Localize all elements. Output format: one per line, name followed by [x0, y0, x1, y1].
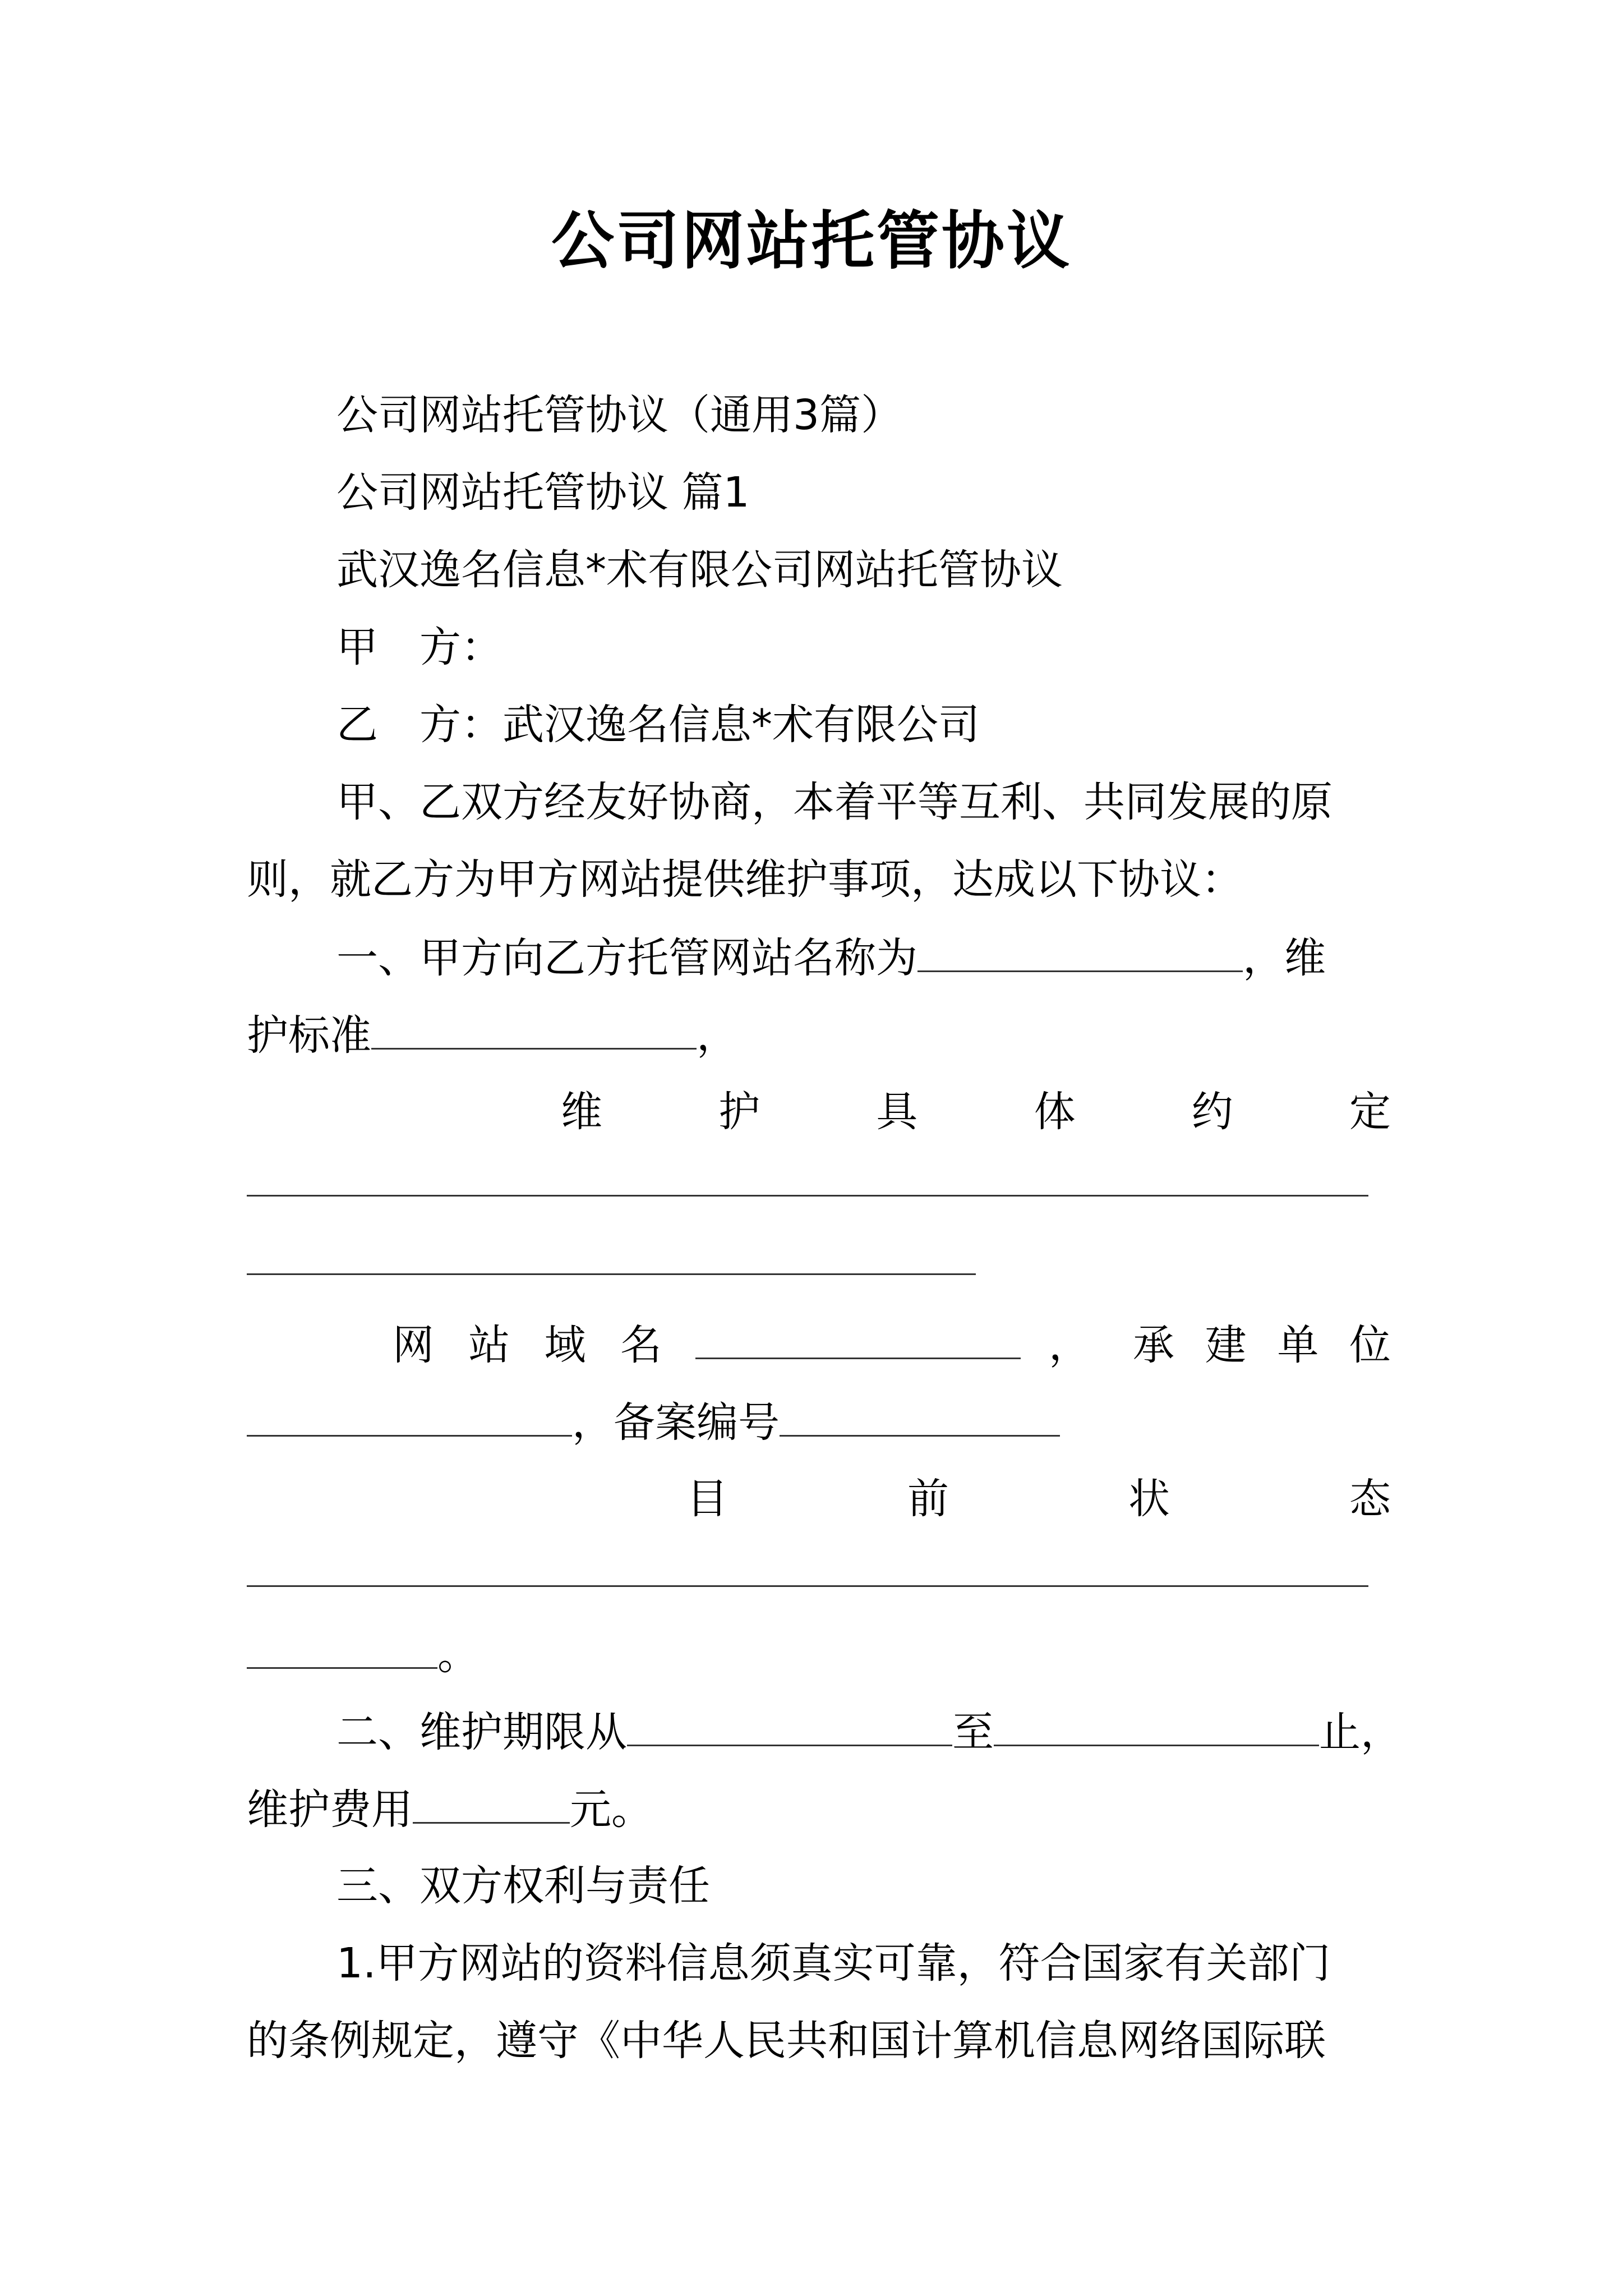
clause2-text-b: 至	[952, 1708, 994, 1756]
clause2-text-c: 止，	[1319, 1708, 1402, 1756]
preamble-line-2: 则，就乙方为甲方网站提供维护事项，达成以下协议：	[247, 855, 1243, 904]
clause2-line-2	[247, 1780, 653, 1838]
period-start-blank	[627, 1703, 952, 1746]
record-number-blank	[780, 1393, 1060, 1437]
domain-char: 名	[620, 1321, 662, 1369]
standard-blank	[371, 1006, 697, 1050]
status-heading-spread	[686, 1471, 1391, 1527]
clause2-line-1	[336, 1703, 1402, 1760]
domain-comma: ，	[1049, 1321, 1090, 1369]
spec-heading-spread	[561, 1084, 1391, 1140]
status-blank	[247, 1626, 437, 1669]
spec-char: 具	[876, 1088, 918, 1136]
clause1-line-2-end: ，	[697, 1011, 738, 1060]
domain-label	[393, 1317, 662, 1373]
clause3-item1-line-2: 的条例规定，遵守《中华人民共和国计算机信息网络国际联	[247, 2017, 1326, 2065]
clause1-line-1	[336, 929, 1326, 986]
clause1-line-1-text: 一、甲方向乙方托管网站名称为	[336, 934, 917, 982]
clause3-heading: 三、双方权利与责任	[336, 1862, 710, 1910]
status-end-line	[247, 1626, 479, 1683]
domain-char: 站	[468, 1321, 510, 1369]
status-char: 前	[907, 1475, 949, 1523]
record-label: ，备案编号	[572, 1398, 780, 1447]
fee-unit: 元。	[570, 1786, 653, 1834]
clause2-text-a: 二、维护期限从	[336, 1708, 627, 1756]
clause1-line-2	[247, 1006, 738, 1064]
fee-label: 维护费用	[247, 1786, 413, 1834]
period-end-blank	[994, 1703, 1319, 1746]
status-char: 目	[686, 1475, 728, 1523]
builder-char: 承	[1133, 1321, 1174, 1369]
builder-blank	[247, 1393, 572, 1437]
section-heading: 公司网站托管协议 篇1	[336, 468, 750, 517]
domain-builder-line	[393, 1316, 1391, 1373]
party-b: 乙 方：武汉逸名信息*术有限公司	[336, 701, 980, 749]
status-end-mark: 。	[437, 1631, 479, 1679]
clause1-line-2-text: 护标准	[247, 1011, 371, 1060]
document-title: 公司网站托管协议	[551, 204, 1072, 278]
contract-name: 武汉逸名信息*术有限公司网站托管协议	[336, 546, 1063, 594]
party-a: 甲 方：	[336, 623, 502, 671]
builder-char: 单	[1277, 1321, 1319, 1369]
spec-char: 护	[718, 1088, 760, 1136]
spec-rule-1	[247, 1195, 1368, 1197]
domain-char: 域	[544, 1321, 586, 1369]
status-char: 态	[1349, 1475, 1391, 1523]
spec-char: 定	[1349, 1088, 1391, 1136]
spec-char: 体	[1034, 1088, 1076, 1136]
preamble-line-1: 甲、乙双方经友好协商，本着平等互利、共同发展的原	[336, 778, 1332, 826]
domain-blank	[695, 1316, 1021, 1359]
spec-rule-2	[247, 1273, 976, 1275]
fee-blank	[413, 1780, 570, 1824]
subtitle: 公司网站托管协议（通用3篇）	[336, 391, 903, 439]
spec-char: 维	[561, 1088, 602, 1136]
builder-char: 位	[1349, 1321, 1391, 1369]
spec-char: 约	[1191, 1088, 1233, 1136]
builder-label	[1133, 1317, 1391, 1373]
record-number-line	[247, 1393, 1060, 1451]
website-name-blank	[917, 929, 1243, 972]
status-char: 状	[1128, 1475, 1170, 1523]
clause1-line-1-end: ，维	[1243, 934, 1326, 982]
builder-char: 建	[1205, 1321, 1247, 1369]
domain-char: 网	[393, 1321, 434, 1369]
clause3-item1-line-1: 1.甲方网站的资料信息须真实可靠，符合国家有关部门	[336, 1939, 1331, 1987]
status-rule	[247, 1585, 1368, 1587]
